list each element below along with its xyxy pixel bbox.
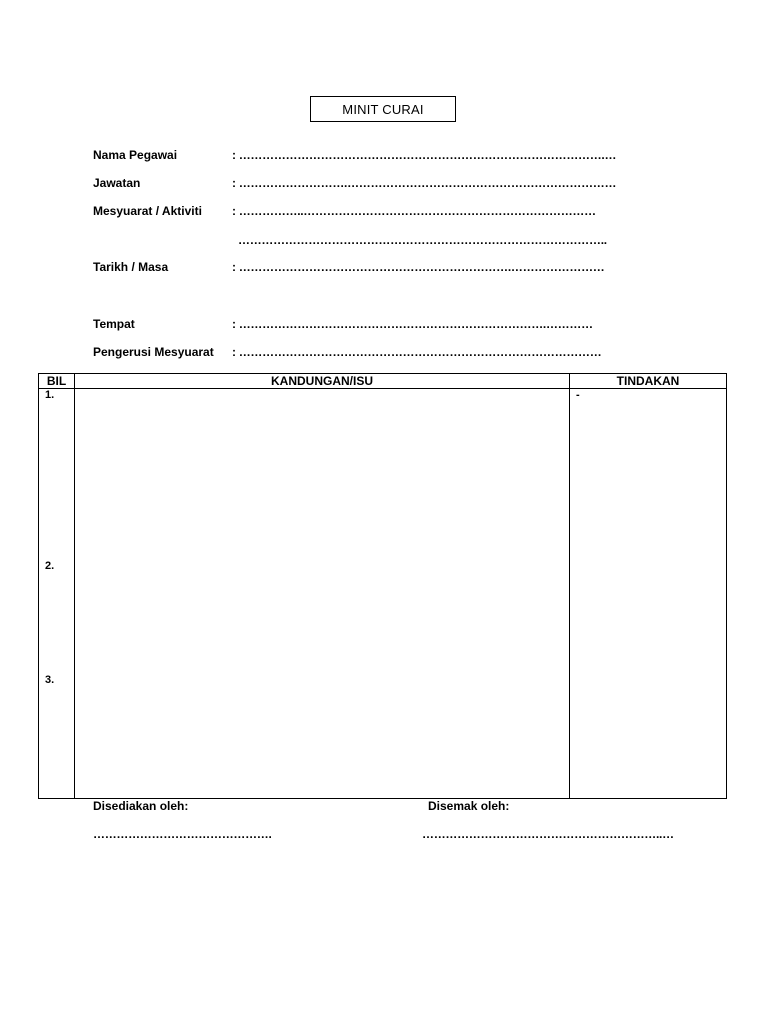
field-value-tempat: : …………………………………………………………………….………… [232, 317, 593, 331]
table-row [39, 389, 727, 799]
field-label-tarikh-masa: Tarikh / Masa [93, 260, 169, 274]
field-value-jawatan: : ……………………….…………………………………………………………… [232, 176, 617, 190]
minutes-table [38, 373, 727, 799]
document-title: MINIT CURAI [310, 96, 456, 122]
field-value-mesyuarat: : ……………..………………………………………………………………… [232, 204, 596, 218]
prepared-by-label: Disediakan oleh: [93, 799, 189, 813]
field-value-mesyuarat-line2: ………………………………………………………………………………….. [238, 233, 607, 247]
field-label-pengerusi: Pengerusi Mesyuarat [93, 345, 214, 359]
kandungan-cell[interactable] [75, 389, 570, 799]
item-number-1: 1. [45, 389, 55, 401]
bil-cell [39, 389, 75, 799]
field-label-nama-pegawai: Nama Pegawai [93, 148, 178, 162]
header-tindakan: TINDAKAN [570, 374, 727, 389]
header-kandungan: KANDUNGAN/ISU [75, 374, 570, 389]
field-label-jawatan: Jawatan [93, 176, 141, 190]
field-value-pengerusi: : ………………………………………………………………………………… [232, 345, 602, 359]
item-number-2: 2. [45, 560, 55, 572]
checked-by-signature-line: ……………………………………………………..… [422, 827, 674, 841]
header-bil: BIL [39, 374, 75, 389]
prepared-by-signature-line: ………………………………………. [93, 827, 272, 841]
field-value-tarikh-masa: : …………………………………………………………….…………………… [232, 260, 605, 274]
field-label-mesyuarat: Mesyuarat / Aktiviti [93, 204, 202, 218]
tindakan-dash: - [576, 389, 580, 401]
checked-by-label: Disemak oleh: [428, 799, 510, 813]
field-value-nama-pegawai: : ………………………………………………………………………………….… [232, 148, 617, 162]
tindakan-cell[interactable] [570, 389, 727, 799]
item-number-3: 3. [45, 674, 55, 686]
field-label-tempat: Tempat [93, 317, 135, 331]
table-header-row [39, 374, 727, 389]
